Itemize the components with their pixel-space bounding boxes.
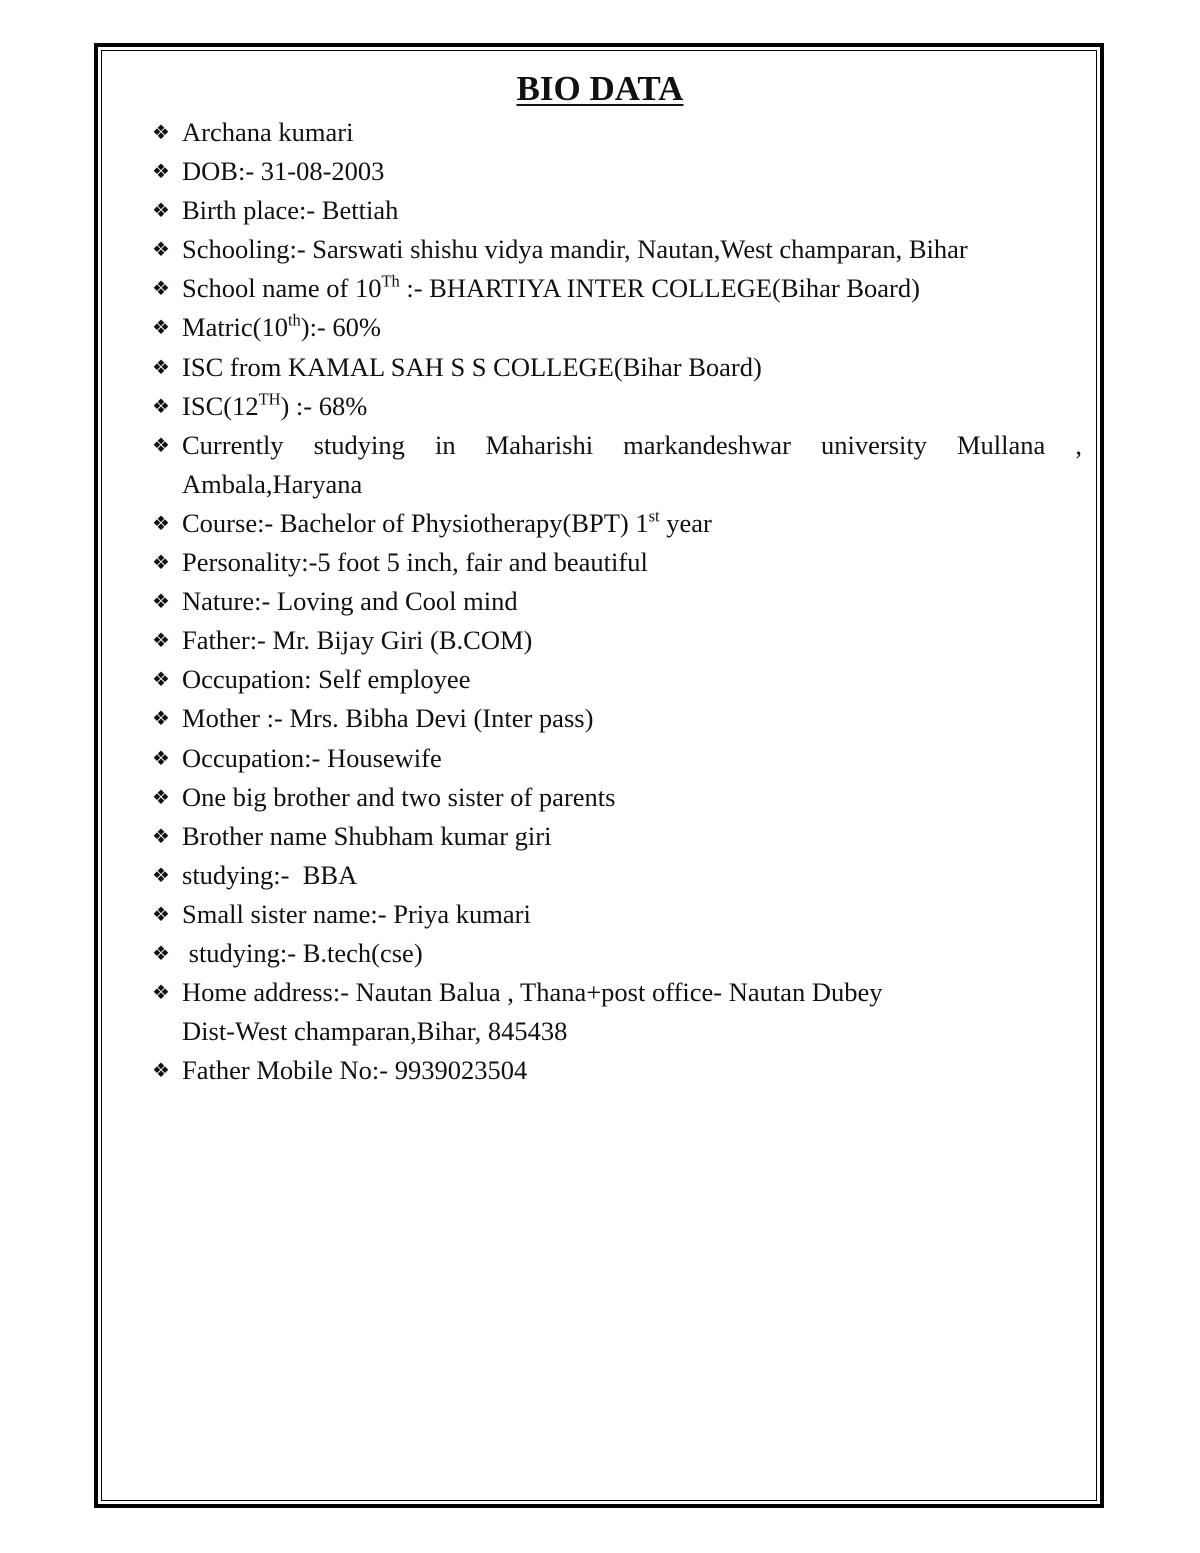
item-text: Birth place:- Bettiah	[182, 195, 399, 226]
list-item-home-address	[152, 973, 1082, 1051]
bullet-icon: ❖	[152, 393, 170, 418]
item-text: ISC from KAMAL SAH S S COLLEGE(Bihar Board)	[182, 351, 762, 382]
item-text: Nature:- Loving and Cool mind	[182, 586, 518, 617]
list-item-nature	[152, 582, 1082, 621]
item-text	[182, 308, 1082, 347]
item-text: Personality:-5 foot 5 inch, fair and beautiful	[182, 547, 648, 578]
bullet-icon: ❖	[152, 823, 170, 848]
item-text: Small sister name:- Priya kumari	[182, 898, 531, 929]
bullet-icon: ❖	[152, 628, 170, 653]
item-superscript: TH	[258, 388, 281, 408]
page-title-text: BIO DATA	[516, 69, 684, 108]
list-item-sister-name	[152, 895, 1082, 934]
list-item-father-occupation	[152, 660, 1082, 699]
item-text-pre: Matric(10	[182, 312, 288, 343]
item-text-post: :- BHARTIYA INTER COLLEGE(Bihar Board)	[399, 273, 920, 304]
bullet-icon: ❖	[152, 432, 170, 457]
list-item-school-10th	[152, 269, 1082, 308]
item-text: Brother name Shubham kumar giri	[182, 820, 552, 851]
list-item-schooling	[152, 230, 1082, 269]
list-item-father	[152, 621, 1082, 660]
address-line-2: Dist-West champaran,Bihar, 845438	[182, 1016, 568, 1047]
item-text: studying:- BBA	[182, 859, 358, 890]
list-item-mother	[152, 699, 1082, 738]
bullet-icon: ❖	[152, 550, 170, 575]
bullet-icon: ❖	[152, 862, 170, 887]
list-item-currently-studying	[152, 426, 1082, 504]
list-item-father-mobile	[152, 1051, 1082, 1090]
list-item-name	[152, 113, 1082, 152]
item-text	[182, 973, 1082, 1051]
bullet-icon: ❖	[152, 354, 170, 379]
item-text: Currently studying in Maharishi markandeshwar university Mullana , Ambala,Haryana	[182, 429, 1082, 499]
bullet-icon: ❖	[152, 510, 170, 535]
list-item-dob	[152, 152, 1082, 191]
item-superscript: st	[648, 506, 660, 526]
item-text-post: ):- 60%	[300, 312, 381, 343]
list-item-mother-occupation	[152, 739, 1082, 778]
item-text: Occupation:- Housewife	[182, 742, 442, 773]
bullet-icon: ❖	[152, 1058, 170, 1083]
bullet-icon: ❖	[152, 784, 170, 809]
bio-data-list	[152, 113, 1082, 1090]
list-item-siblings	[152, 778, 1082, 817]
bullet-icon: ❖	[152, 315, 170, 340]
bullet-icon: ❖	[152, 706, 170, 731]
item-text: studying:- B.tech(cse)	[182, 937, 423, 968]
list-item-matric	[152, 308, 1082, 347]
list-item-brother-name	[152, 817, 1082, 856]
item-text: Father Mobile No:- 9939023504	[182, 1055, 528, 1086]
item-text-post: year	[659, 507, 712, 538]
item-text: Schooling:- Sarswati shishu vidya mandir, Nautan,West champaran, Bihar	[182, 234, 968, 265]
list-item-birth-place	[152, 191, 1082, 230]
list-item-brother-studying	[152, 856, 1082, 895]
item-superscript: Th	[381, 271, 400, 291]
bullet-icon: ❖	[152, 940, 170, 965]
bullet-icon: ❖	[152, 745, 170, 770]
list-item-isc-result	[152, 387, 1082, 426]
list-item-personality	[152, 543, 1082, 582]
list-item-sister-studying	[152, 934, 1082, 973]
item-text: Mother :- Mrs. Bibha Devi (Inter pass)	[182, 703, 594, 734]
item-text-pre: School name of 10	[182, 273, 382, 304]
bullet-icon: ❖	[152, 667, 170, 692]
page-title	[0, 68, 1200, 110]
item-text	[182, 504, 1082, 543]
list-item-course	[152, 504, 1082, 543]
item-text-post: ) :- 68%	[280, 390, 368, 421]
bullet-icon: ❖	[152, 159, 170, 184]
item-text-pre: ISC(12	[182, 390, 259, 421]
bullet-icon: ❖	[152, 120, 170, 144]
address-line-1: Home address:- Nautan Balua , Thana+post office- Nautan Dubey	[182, 977, 883, 1008]
item-text: Occupation: Self employee	[182, 664, 471, 695]
item-text: One big brother and two sister of parents	[182, 781, 616, 812]
item-superscript: th	[287, 310, 301, 330]
bullet-icon: ❖	[152, 901, 170, 926]
bullet-icon: ❖	[152, 276, 170, 301]
item-text-pre: Course:- Bachelor of Physiotherapy(BPT) 1	[182, 507, 649, 538]
item-text: Archana kumari	[182, 117, 354, 147]
item-text: Father:- Mr. Bijay Giri (B.COM)	[182, 625, 533, 656]
item-text: DOB:- 31-08-2003	[182, 156, 385, 187]
bullet-icon: ❖	[152, 589, 170, 614]
item-text	[182, 269, 1082, 308]
item-text	[182, 387, 1082, 426]
bullet-icon: ❖	[152, 980, 170, 1005]
bullet-icon: ❖	[152, 237, 170, 262]
bullet-icon: ❖	[152, 198, 170, 223]
list-item-isc-college	[152, 348, 1082, 387]
